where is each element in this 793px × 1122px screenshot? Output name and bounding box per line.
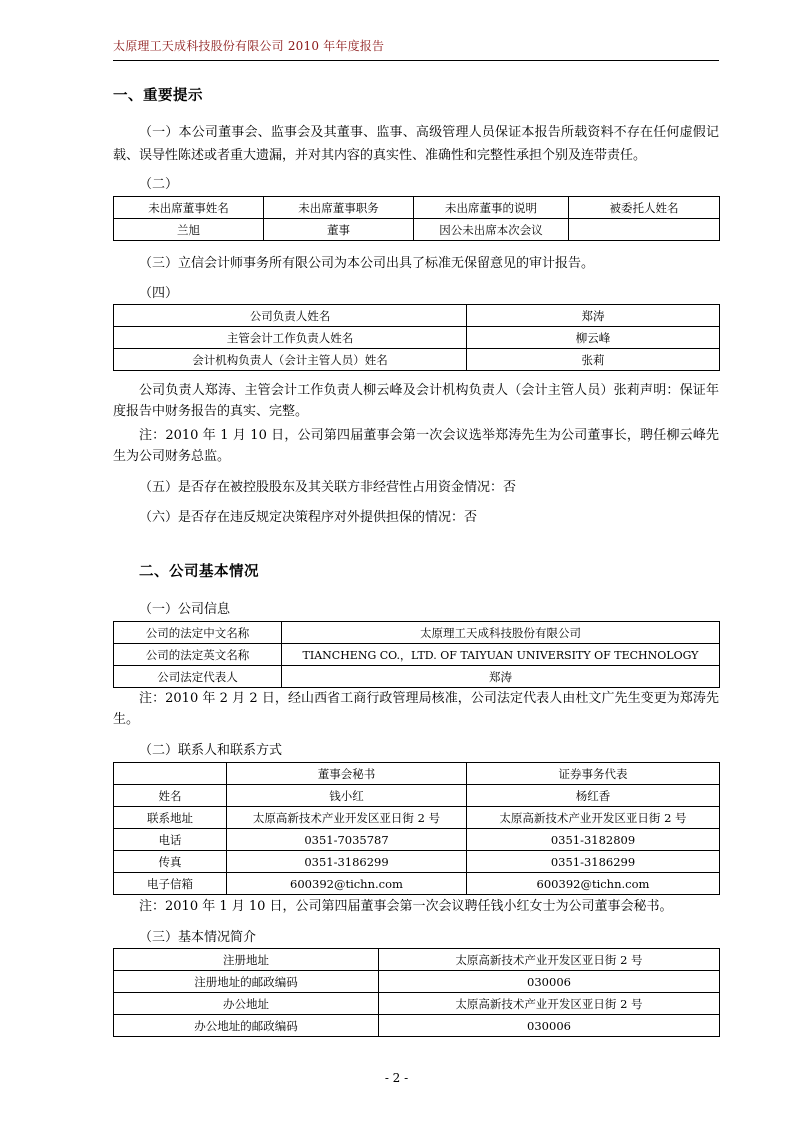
table-cell: 传真: [114, 851, 227, 873]
item-label-2: （二）: [139, 177, 179, 192]
subheading-company-info: （一）公司信息: [139, 602, 231, 617]
table-row: [114, 349, 720, 371]
subheading-basic-info: （三）基本情况简介: [139, 930, 257, 945]
table-cell: 公司负责人姓名: [114, 305, 467, 327]
table-header-row: [114, 197, 720, 219]
table-row: [114, 219, 720, 241]
table-cell: 030006: [379, 971, 720, 993]
table-cell: 0351-3182809: [467, 829, 720, 851]
table-header-cell: 董事会秘书: [227, 763, 467, 785]
table-header-cell: 未出席董事姓名: [114, 197, 264, 219]
paragraph-guarantee: （一）本公司董事会、监事会及其董事、监事、高级管理人员保证本报告所载资料不存在任何虚假记载、误导性陈述或者重大遗漏，并对其内容的真实性、准确性和完整性承担个别及连带责任。: [113, 125, 719, 163]
note-chairman-appointment: 注：2010 年 1 月 10 日，公司第四届董事会第一次会议选举郑涛先生为公司董事长，聘任柳云峰先生为公司财务总监。: [113, 428, 719, 464]
subheading-contacts: （二）联系人和联系方式: [139, 743, 283, 758]
table-row: [114, 666, 720, 688]
basic-info-table: [113, 948, 720, 1037]
table-cell: 钱小红: [227, 785, 467, 807]
table-cell: 电话: [114, 829, 227, 851]
table-cell: 600392@tichn.com: [467, 873, 720, 895]
table-row: [114, 622, 720, 644]
paragraph-guarantee-provision: （六）是否存在违反规定决策程序对外提供担保的情况：否: [139, 510, 478, 525]
table-header-cell: [114, 763, 227, 785]
table-cell: 公司法定代表人: [114, 666, 282, 688]
table-cell: 电子信箱: [114, 873, 227, 895]
table-header-cell: 被委托人姓名: [569, 197, 720, 219]
table-cell: 主管会计工作负责人姓名: [114, 327, 467, 349]
table-cell: 杨红香: [467, 785, 720, 807]
table-cell: 030006: [379, 1015, 720, 1037]
paragraph-statement: 公司负责人郑涛、主管会计工作负责人柳云峰及会计机构负责人（会计主管人员）张莉声明：保证年度报告中财务报告的真实、完整。: [113, 383, 719, 419]
table-row: [114, 1015, 720, 1037]
paragraph-fund-occupation: （五）是否存在被控股股东及其关联方非经营性占用资金情况：否: [139, 480, 517, 495]
table-cell: 兰旭: [114, 219, 264, 241]
section-heading-company-info: 二、公司基本情况: [139, 564, 259, 580]
table-cell: 郑涛: [467, 305, 720, 327]
section-heading-important-notice: 一、重要提示: [113, 88, 203, 104]
note-secretary-appointment: 注：2010 年 1 月 10 日，公司第四届董事会第一次会议聘任钱小红女士为公司董事会秘书。: [139, 899, 673, 914]
table-cell: 太原理工天成科技股份有限公司: [282, 622, 720, 644]
table-row: [114, 873, 720, 895]
table-cell: 办公地址: [114, 993, 379, 1015]
table-row: [114, 644, 720, 666]
table-cell: 注册地址的邮政编码: [114, 971, 379, 993]
item-label-4: （四）: [139, 286, 179, 301]
table-header-cell: 未出席董事职务: [264, 197, 414, 219]
table-cell: 因公未出席本次会议: [414, 219, 569, 241]
note-legal-rep-change: 注：2010 年 2 月 2 日，经山西省工商行政管理局核准，公司法定代表人由杜文广先生变更为郑涛先生。: [113, 691, 719, 727]
table-cell: TIANCHENG CO.，LTD. OF TAIYUAN UNIVERSITY OF TECHNOLOGY: [282, 644, 720, 666]
table-cell: [569, 219, 720, 241]
table-row: [114, 807, 720, 829]
table-row: [114, 993, 720, 1015]
table-cell: 太原高新技术产业开发区亚日街 2 号: [379, 949, 720, 971]
table-row: [114, 305, 720, 327]
table-row: [114, 971, 720, 993]
table-cell: 公司的法定英文名称: [114, 644, 282, 666]
running-header: 太原理工天成科技股份有限公司 2010 年年度报告: [113, 39, 385, 53]
page-number: - 2 -: [384, 1071, 409, 1085]
table-header-row: [114, 763, 720, 785]
absent-directors-table: [113, 196, 720, 241]
table-row: [114, 785, 720, 807]
table-header-cell: 未出席董事的说明: [414, 197, 569, 219]
header-divider: [113, 60, 719, 61]
company-info-table: [113, 621, 720, 688]
table-cell: 姓名: [114, 785, 227, 807]
table-cell: 会计机构负责人（会计主管人员）姓名: [114, 349, 467, 371]
table-cell: 600392@tichn.com: [227, 873, 467, 895]
table-cell: 太原高新技术产业开发区亚日街 2 号: [467, 807, 720, 829]
table-cell: 公司的法定中文名称: [114, 622, 282, 644]
table-cell: 0351-3186299: [227, 851, 467, 873]
table-cell: 太原高新技术产业开发区亚日街 2 号: [227, 807, 467, 829]
paragraph-auditor: （三）立信会计师事务所有限公司为本公司出具了标准无保留意见的审计报告。: [139, 256, 595, 271]
table-cell: 郑涛: [282, 666, 720, 688]
table-row: [114, 949, 720, 971]
table-cell: 联系地址: [114, 807, 227, 829]
table-cell: 0351-7035787: [227, 829, 467, 851]
table-cell: 太原高新技术产业开发区亚日街 2 号: [379, 993, 720, 1015]
table-cell: 董事: [264, 219, 414, 241]
table-header-cell: 证券事务代表: [467, 763, 720, 785]
table-cell: 柳云峰: [467, 327, 720, 349]
responsible-persons-table: [113, 304, 720, 371]
table-row: [114, 829, 720, 851]
table-row: [114, 327, 720, 349]
contact-table: [113, 762, 720, 895]
table-cell: 张莉: [467, 349, 720, 371]
table-row: [114, 851, 720, 873]
table-cell: 0351-3186299: [467, 851, 720, 873]
table-cell: 注册地址: [114, 949, 379, 971]
table-cell: 办公地址的邮政编码: [114, 1015, 379, 1037]
